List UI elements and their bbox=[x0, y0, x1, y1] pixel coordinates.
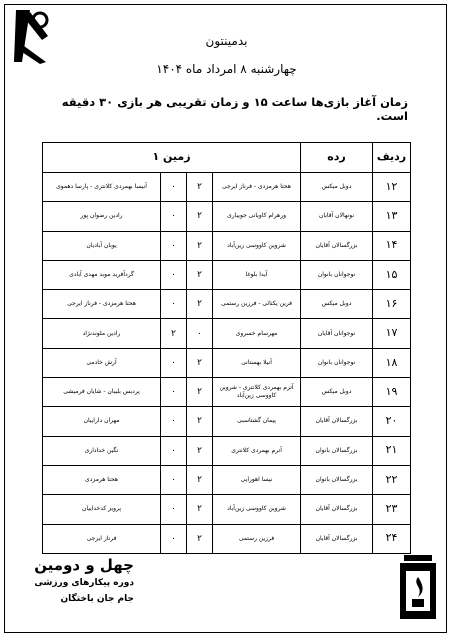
table-row bbox=[43, 260, 411, 289]
row-score-1: ۲ bbox=[187, 260, 213, 289]
row-category: بزرگسالان بانوان bbox=[301, 465, 373, 494]
row-number: ۱۲ bbox=[373, 173, 411, 202]
row-score-2: ۰ bbox=[161, 465, 187, 494]
row-number: ۱۷ bbox=[373, 319, 411, 348]
event-brand bbox=[14, 555, 134, 607]
table-row bbox=[43, 407, 411, 436]
row-team-2: هحتا هرمزدی bbox=[43, 465, 161, 494]
row-number: ۱۵ bbox=[373, 260, 411, 289]
row-team-2: مهران داراییان bbox=[43, 407, 161, 436]
row-team-1: آنیلا بهستانی bbox=[213, 348, 301, 377]
row-score-2: ۰ bbox=[161, 524, 187, 553]
row-team-2: نگین خداداری bbox=[43, 436, 161, 465]
row-team-1: شروین کاووسی زین‌آباد bbox=[213, 495, 301, 524]
row-team-2: پرویز کدخداییان bbox=[43, 495, 161, 524]
row-team-1: ورهرام کاویانی جویباری bbox=[213, 202, 301, 231]
row-category: بزرگسالان آقایان bbox=[301, 231, 373, 260]
row-team-2: گردآفرید موبد مهدی آبادی bbox=[43, 260, 161, 289]
brand-line-3: جام جان باختگان bbox=[60, 594, 134, 604]
row-team-2: فرناز ایرجی bbox=[43, 524, 161, 553]
schedule-note: زمان آغاز بازی‌ها ساعت ۱۵ و زمان تقریبی هر بازی ۳۰ دقیقه است. bbox=[61, 95, 408, 123]
table-row bbox=[43, 524, 411, 553]
row-category: دوبل میکس bbox=[301, 173, 373, 202]
table-row bbox=[43, 348, 411, 377]
row-score-2: ۰ bbox=[161, 348, 187, 377]
row-score-1: ۲ bbox=[187, 173, 213, 202]
row-number: ۲۱ bbox=[373, 436, 411, 465]
row-score-2: ۲ bbox=[161, 319, 187, 348]
row-category: نونهالان آقایان bbox=[301, 202, 373, 231]
row-team-2: آنیسا بهمردی کلانتری - پارسا دهموی bbox=[43, 173, 161, 202]
row-category: نوجوانان بانوان bbox=[301, 348, 373, 377]
row-team-2: هحتا هرمزدی - فرناز ایرجی bbox=[43, 290, 161, 319]
row-score-1: ۰ bbox=[187, 319, 213, 348]
row-team-1: مهرسام خسروی bbox=[213, 319, 301, 348]
row-score-1: ۲ bbox=[187, 436, 213, 465]
header-category: رده bbox=[301, 143, 373, 173]
row-score-1: ۲ bbox=[187, 378, 213, 407]
row-score-1: ۲ bbox=[187, 495, 213, 524]
header-index: ردیف bbox=[373, 143, 411, 173]
table-row bbox=[43, 290, 411, 319]
row-score-2: ۰ bbox=[161, 290, 187, 319]
row-team-1: شروین کاووسی زین‌آباد bbox=[213, 231, 301, 260]
row-category: بزرگسالان آقایان bbox=[301, 495, 373, 524]
table-row bbox=[43, 202, 411, 231]
row-team-1: هحتا هرمزدی - فرناز ایرجی bbox=[213, 173, 301, 202]
table-header-row bbox=[43, 143, 411, 173]
table-row bbox=[43, 465, 411, 494]
row-number: ۱۳ bbox=[373, 202, 411, 231]
row-team-1: پیمان گشتاسبی bbox=[213, 407, 301, 436]
row-category: دوبل میکس bbox=[301, 290, 373, 319]
row-team-2: آرش خادمی bbox=[43, 348, 161, 377]
event-date: چهارشنبه ۸ امرداد ماه ۱۴۰۴ bbox=[156, 62, 297, 76]
row-score-1: ۲ bbox=[187, 290, 213, 319]
row-score-1: ۲ bbox=[187, 231, 213, 260]
row-score-2: ۰ bbox=[161, 436, 187, 465]
row-team-1: نیسا اهورایی bbox=[213, 465, 301, 494]
row-team-1: آترم بهمردی کلانتری - شروین کاووسی زین‌آباد bbox=[213, 378, 301, 407]
row-score-1: ۲ bbox=[187, 202, 213, 231]
row-number: ۲۲ bbox=[373, 465, 411, 494]
row-score-2: ۰ bbox=[161, 378, 187, 407]
header-court: زمین ۱ bbox=[43, 143, 301, 173]
row-score-2: ۰ bbox=[161, 260, 187, 289]
table-row bbox=[43, 436, 411, 465]
brand-line-2: دوره پیکارهای ورزشی bbox=[34, 578, 134, 588]
row-category: بزرگسالان آقایان bbox=[301, 524, 373, 553]
row-number: ۱۴ bbox=[373, 231, 411, 260]
row-category: دوبل میکس bbox=[301, 378, 373, 407]
row-score-2: ۰ bbox=[161, 202, 187, 231]
table-row bbox=[43, 231, 411, 260]
row-number: ۱۹ bbox=[373, 378, 411, 407]
table-row bbox=[43, 173, 411, 202]
row-team-1: فرزین رستمی bbox=[213, 524, 301, 553]
row-team-2: رادین ملوندنژاد bbox=[43, 319, 161, 348]
table-row bbox=[43, 378, 411, 407]
row-score-1: ۲ bbox=[187, 348, 213, 377]
row-number: ۲۳ bbox=[373, 495, 411, 524]
row-number: ۱۶ bbox=[373, 290, 411, 319]
row-score-2: ۰ bbox=[161, 495, 187, 524]
row-category: بزرگسالان آقایان bbox=[301, 407, 373, 436]
row-team-1: فرین یکتائی - فرزین رستمی bbox=[213, 290, 301, 319]
row-team-2: رادین رضوان پور bbox=[43, 202, 161, 231]
row-score-2: ۰ bbox=[161, 173, 187, 202]
row-category: نوجوانان آقایان bbox=[301, 319, 373, 348]
table-row bbox=[43, 495, 411, 524]
row-score-2: ۰ bbox=[161, 231, 187, 260]
row-number: ۱۸ bbox=[373, 348, 411, 377]
brand-line-1: چهل و دومین bbox=[34, 556, 134, 574]
row-score-2: ۰ bbox=[161, 407, 187, 436]
row-team-1: آیدا بلوغا bbox=[213, 260, 301, 289]
row-score-1: ۲ bbox=[187, 524, 213, 553]
row-score-1: ۲ bbox=[187, 407, 213, 436]
row-category: نوجوانان بانوان bbox=[301, 260, 373, 289]
table-row bbox=[43, 319, 411, 348]
row-number: ۲۰ bbox=[373, 407, 411, 436]
row-team-1: آترم بهمردی کلانتری bbox=[213, 436, 301, 465]
row-score-1: ۲ bbox=[187, 465, 213, 494]
sport-title: بدمینتون bbox=[205, 34, 248, 48]
row-team-2: پردیس بلیبان - شایان فرمیشی bbox=[43, 378, 161, 407]
row-number: ۲۴ bbox=[373, 524, 411, 553]
match-schedule-table bbox=[42, 142, 411, 554]
row-team-2: یوبان آبادیان bbox=[43, 231, 161, 260]
row-category: بزرگسالان بانوان bbox=[301, 436, 373, 465]
torch-logo bbox=[398, 553, 438, 623]
